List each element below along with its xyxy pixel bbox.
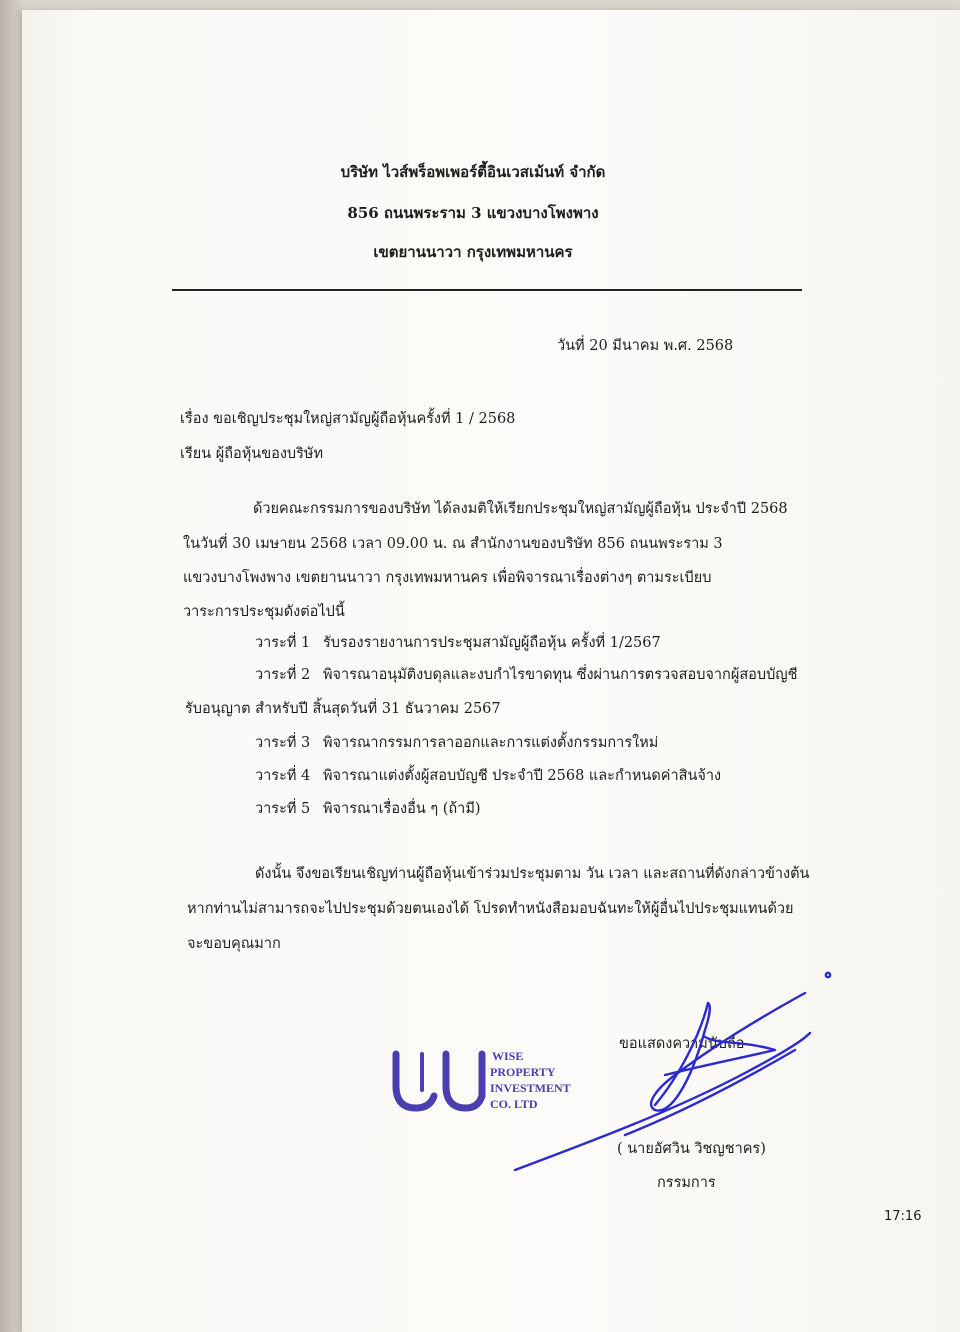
body-line-1: ด้วยคณะกรรมการของบริษัท ได้ลงมติให้เรียกประชุมใหญ่สามัญผู้ถือหุ้น ประจำปี 2568: [253, 501, 788, 517]
signoff-regards: ขอแสดงความนับถือ: [619, 1036, 745, 1052]
body-line-4: วาระการประชุมดังต่อไปนี้: [183, 604, 345, 620]
company-name: บริษัท ไวส์พร็อพเพอร์ตี้อินเวสเม้นท์ จำกัด: [340, 163, 606, 181]
agenda-4-text: พิจารณาแต่งตั้งผู้สอบบัญชี ประจำปี 2568 และกำหนดค่าสินจ้าง: [323, 768, 722, 784]
page-edge: [0, 0, 22, 1332]
header-rule: [172, 289, 802, 291]
stamp-logo-stroke-left: [396, 1054, 434, 1108]
closing-line-2: หากท่านไม่สามารถจะไปประชุมด้วยตนเองได้ โปรดทำหนังสือมอบฉันทะให้ผู้อื่นไปประชุมแทนด้วย: [187, 901, 794, 917]
company-address-2: เขตยานนาวา กรุงเทพมหานคร: [373, 243, 573, 261]
closing-line-1: ดังนั้น จึงขอเรียนเชิญท่านผู้ถือหุ้นเข้าร่วมประชุมตาม วัน เวลา และสถานที่ดังกล่าวข้างต้น: [255, 866, 810, 882]
agenda-2-label: วาระที่ 2: [255, 667, 311, 683]
letter-date: วันที่ 20 มีนาคม พ.ศ. 2568: [557, 338, 734, 354]
closing-line-3: จะขอบคุณมาก: [187, 936, 281, 952]
agenda-3-text: พิจารณากรรมการลาออกและการแต่งตั้งกรรมการใหม่: [323, 735, 659, 751]
body-line-2: ในวันที่ 30 เมษายน 2568 เวลา 09.00 น. ณ สำนักงานของบริษัท 856 ถนนพระราม 3: [183, 536, 723, 552]
stamp-logo-stroke-right: [446, 1054, 482, 1108]
agenda-2-continuation: รับอนุญาต สำหรับปี สิ้นสุดวันที่ 31 ธันวาคม 2567: [185, 701, 501, 717]
agenda-5-text: พิจารณาเรื่องอื่น ๆ (ถ้ามี): [323, 801, 481, 817]
agenda-3-label: วาระที่ 3: [255, 735, 311, 751]
signatory-name: ( นายอัศวิน วิชญชาคร): [617, 1141, 766, 1157]
handwritten-signature: [505, 965, 835, 1180]
agenda-1-text: รับรองรายงานการประชุมสามัญผู้ถือหุ้น ครั้งที่ 1/2567: [323, 635, 661, 651]
agenda-1-label: วาระที่ 1: [255, 635, 311, 651]
stamp-text-line-4: CO. LTD: [490, 1097, 538, 1111]
company-address-1: 856 ถนนพระราม 3 แขวงบางโพงพาง: [347, 204, 599, 222]
stamp-text-line-3: INVESTMENT: [490, 1081, 571, 1095]
letter-subject: เรื่อง ขอเชิญประชุมใหญ่สามัญผู้ถือหุ้นครั้งที่ 1 / 2568: [180, 411, 516, 427]
letter-recipient: เรียน ผู้ถือหุ้นของบริษัท: [180, 446, 324, 462]
agenda-2-text: พิจารณาอนุมัติงบดุลและงบกำไรขาดทุน ซึ่งผ่านการตรวจสอบจากผู้สอบบัญชี: [323, 667, 798, 683]
agenda-5-label: วาระที่ 5: [255, 801, 311, 817]
stamp-text-line-1: WISE: [492, 1049, 524, 1063]
body-line-3: แขวงบางโพงพาง เขตยานนาวา กรุงเทพมหานคร เพื่อพิจารณาเรื่องต่างๆ ตามระเบียบ: [183, 570, 712, 586]
agenda-4-label: วาระที่ 4: [255, 768, 311, 784]
signatory-position: กรรมการ: [657, 1175, 716, 1191]
stamp-text-line-2: PROPERTY: [490, 1065, 556, 1079]
timestamp: 17:16: [884, 1209, 922, 1224]
